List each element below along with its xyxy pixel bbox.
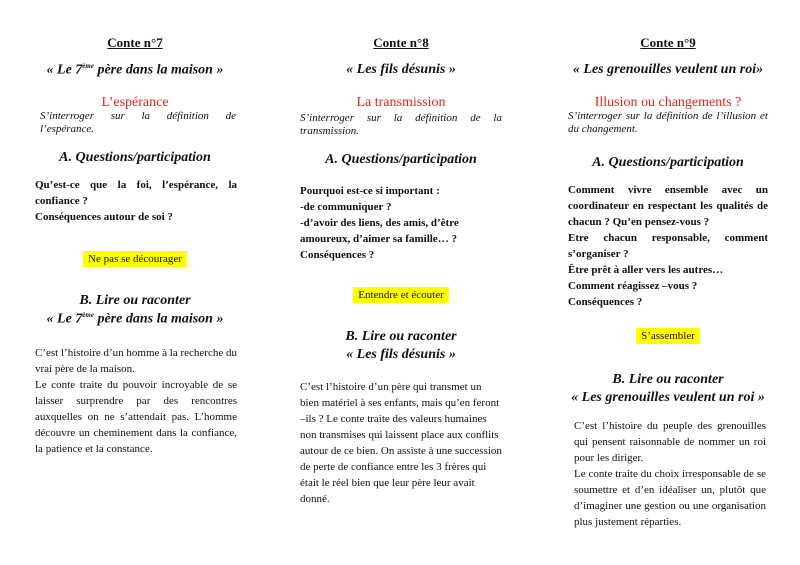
conte-8-question: Pourquoi est-ce si important : xyxy=(300,185,440,197)
conte-9-questions xyxy=(568,182,768,310)
conte-8-section-a: A. Questions/participation xyxy=(325,152,477,167)
conte-9-section-b: B. Lire ou raconter xyxy=(612,372,724,387)
conte-9-question: Être prêt à aller vers les autres… xyxy=(568,264,724,276)
conte-8-story-paragraph: C’est l’histoire d’un père qui transmet un bien matériel à ses enfants, mais qu’en feront –ils ? Le conte traite des valeurs humaines non transmises qui laissent place aux conflits autour de ce bien. On assiste à une succession de perte de confiance entre les 3 frères qui était le réel bien que leur père leur avait donné. xyxy=(300,381,502,505)
conte-7-story-title-pre: « Le 7 xyxy=(46,311,83,327)
conte-7-story-title xyxy=(30,311,240,328)
conte-8-section-b: B. Lire ou raconter xyxy=(345,329,457,344)
conte-7-highlight-wrap xyxy=(30,249,240,267)
conte-9-story-paragraph: Le conte traite du choix irresponsable de se soumettre et d’en idéaliser un, plutôt que d’imaginer une gestion ou une organisation plus justement réparties. xyxy=(574,468,766,528)
conte-7-number: Conte n°7 xyxy=(107,35,163,50)
conte-9-story-paragraph: C’est l’histoire du peuple des grenouilles qui pensent raisonnable de nommer un roi pour les diriger. xyxy=(574,420,766,464)
conte-7-intro: S’interroger sur la définition de l’espérance. xyxy=(40,110,236,135)
conte-7-questions xyxy=(35,177,237,225)
conte-9-theme: Illusion ou changements ? xyxy=(594,95,742,110)
column-conte-9 xyxy=(566,0,770,565)
conte-9-intro: S’interroger sur la définition de l’illusion et du changement. xyxy=(568,110,768,135)
conte-7-title-sup: ème xyxy=(82,62,94,70)
conte-9-question: Comment vivre ensemble avec un coordinateur en respectant les qualités de chacun ? Qu’en pensez-vous ? xyxy=(568,184,768,228)
conte-8-question: Conséquences ? xyxy=(300,249,375,261)
conte-8-highlight: Entendre et écouter xyxy=(353,287,449,303)
conte-8-intro: S’interroger sur la définition de la transmission. xyxy=(300,112,502,137)
conte-7-story xyxy=(35,345,237,457)
column-conte-7 xyxy=(30,0,240,565)
conte-9-highlight-wrap xyxy=(566,326,770,344)
conte-9-title: « Les grenouilles veulent un roi» xyxy=(572,62,764,77)
conte-8-story xyxy=(300,379,502,507)
conte-8-question: -d’avoir des liens, des amis, d’être amoureux, d’aimer sa famille… ? xyxy=(300,217,459,245)
conte-7-title xyxy=(30,62,240,79)
conte-8-title: « Les fils désunis » xyxy=(346,62,456,77)
conte-8-number: Conte n°8 xyxy=(373,35,429,50)
conte-7-question: Conséquences autour de soi ? xyxy=(35,211,173,223)
conte-7-section-b: B. Lire ou raconter xyxy=(79,293,191,308)
conte-8-theme: La transmission xyxy=(356,95,446,110)
conte-7-section-a: A. Questions/participation xyxy=(59,150,211,165)
conte-9-highlight: S’assembler xyxy=(636,328,700,344)
conte-7-title-pre: « Le 7 xyxy=(46,62,83,78)
conte-9-question: Conséquences ? xyxy=(568,296,643,308)
conte-9-story xyxy=(574,418,766,530)
conte-9-question: Etre chacun responsable, comment s’organiser ? xyxy=(568,232,768,260)
conte-9-section-a: A. Questions/participation xyxy=(592,155,744,170)
conte-8-questions xyxy=(300,183,500,263)
conte-9-question: Comment réagissez –vous ? xyxy=(568,280,698,292)
conte-7-story-title-post: père dans la maison » xyxy=(93,311,224,327)
conte-8-story-title: « Les fils désunis » xyxy=(346,347,456,362)
conte-7-highlight: Ne pas se décourager xyxy=(83,251,187,267)
conte-7-story-title-sup: ème xyxy=(82,311,94,319)
conte-7-theme: L’espérance xyxy=(101,95,169,110)
conte-7-title-post: père dans la maison » xyxy=(93,62,224,78)
conte-9-number: Conte n°9 xyxy=(640,35,696,50)
conte-7-story-paragraph: Le conte traite du pouvoir incroyable de se laisser surprendre par des rencontres auxquelles on ne s’attendait pas. L’homme découvre un cheminement dans la confiance, la patience et la constance. xyxy=(35,379,237,455)
conte-8-highlight-wrap xyxy=(298,285,504,303)
conte-7-story-paragraph: C’est l’histoire d’un homme à la recherche du vrai père de la maison. xyxy=(35,347,237,375)
conte-7-question: Qu’est-ce que la foi, l’espérance, la confiance ? xyxy=(35,179,237,207)
conte-9-story-title: « Les grenouilles veulent un roi » xyxy=(571,390,765,405)
conte-8-question: -de communiquer ? xyxy=(300,201,392,213)
column-conte-8 xyxy=(298,0,504,565)
